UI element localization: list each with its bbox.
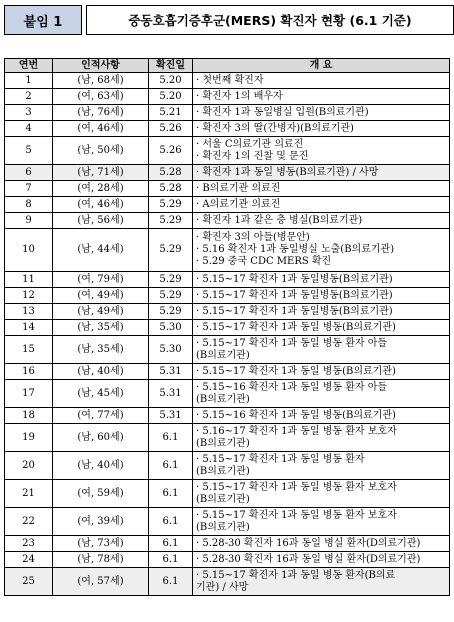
personal-info: (여, 63세): [53, 89, 149, 105]
case-number: 14: [5, 320, 53, 336]
summary-line: · 서울 C의료기관 의료진: [196, 138, 304, 150]
table-row: [5, 452, 450, 480]
case-number: 22: [5, 508, 53, 536]
table-row: [5, 408, 450, 424]
summary-line: · 확진자 3의 아들(병문안): [196, 232, 310, 243]
personal-info: (남, 49세): [53, 304, 149, 320]
table-body: [5, 73, 450, 596]
case-number: 24: [5, 552, 53, 568]
case-summary: [193, 105, 450, 121]
case-number: 10: [5, 229, 53, 272]
summary-line: · 5.15~17 확진자 1과 동일 병동 환자: [196, 453, 365, 465]
table-row: [5, 181, 450, 197]
table-row: [5, 508, 450, 536]
case-number: 15: [5, 336, 53, 364]
case-number: 17: [5, 380, 53, 408]
confirm-date: 5.20: [149, 73, 193, 89]
table-row: [5, 304, 450, 320]
summary-line: · 5.15~17 확진자 1과 동일병동(B의료기관): [196, 289, 393, 301]
summary-line: · 5.28-30 확진자 16과 동일 병실 환자(D의료기관): [196, 553, 421, 565]
summary-line: (B의료기관): [196, 493, 250, 505]
table-row: [5, 320, 450, 336]
personal-info: (남, 73세): [53, 536, 149, 552]
confirm-date: 5.30: [149, 320, 193, 336]
personal-info: (여, 39세): [53, 508, 149, 536]
summary-line: · 확진자 3의 딸(간병자)(B의료기관): [196, 122, 354, 134]
confirm-date: 5.26: [149, 121, 193, 137]
case-summary: [193, 73, 450, 89]
confirm-date: 6.1: [149, 508, 193, 536]
case-number: 13: [5, 304, 53, 320]
case-number: 2: [5, 89, 53, 105]
case-number: 1: [5, 73, 53, 89]
personal-info: (남, 68세): [53, 73, 149, 89]
confirm-date: 5.26: [149, 137, 193, 165]
confirm-date: 5.29: [149, 229, 193, 272]
case-number: 3: [5, 105, 53, 121]
table-row: [5, 568, 450, 596]
personal-info: (여, 79세): [53, 272, 149, 288]
table-row: [5, 137, 450, 165]
table-row: [5, 552, 450, 568]
personal-info: (여, 49세): [53, 288, 149, 304]
summary-line: · 5.15~17 확진자 1과 동일 병동 환자 아들: [196, 337, 388, 349]
summary-line: · 확진자 1의 진찰 및 문진: [196, 150, 309, 162]
summary-line: · 5.15~17 확진자 1과 동일 병동 환자 보호자: [196, 481, 397, 493]
confirm-date: 6.1: [149, 552, 193, 568]
case-summary: [193, 320, 450, 336]
table-row: [5, 73, 450, 89]
summary-line: · 5.15~16 확진자 1과 동일 병동 환자 아들: [196, 381, 388, 393]
confirm-date: 5.29: [149, 272, 193, 288]
table-row: [5, 364, 450, 380]
attachment-tag: 붙임 1: [4, 5, 82, 35]
confirm-date: 5.30: [149, 336, 193, 364]
table-row: [5, 536, 450, 552]
personal-info: (여, 59세): [53, 480, 149, 508]
case-number: 12: [5, 288, 53, 304]
summary-line: (B의료기관): [196, 393, 250, 405]
table-row: [5, 105, 450, 121]
table-row: [5, 165, 450, 181]
table-row: [5, 197, 450, 213]
case-number: 18: [5, 408, 53, 424]
case-summary: [193, 552, 450, 568]
confirm-date: 6.1: [149, 424, 193, 452]
case-summary: [193, 197, 450, 213]
personal-info: (남, 60세): [53, 424, 149, 452]
confirm-date: 6.1: [149, 536, 193, 552]
case-number: 19: [5, 424, 53, 452]
summary-line: · 5.15~17 확진자 1과 동일 병동(B의료기관): [196, 365, 396, 377]
case-number: 21: [5, 480, 53, 508]
summary-line: 기관) / 사망: [196, 581, 249, 593]
case-summary: [193, 213, 450, 229]
confirm-date: 5.29: [149, 213, 193, 229]
summary-line: · 5.15~17 확진자 1과 동일병동(B의료기관): [196, 273, 393, 285]
case-summary: [193, 508, 450, 536]
summary-line: · 5.15~17 확진자 1과 동일 병동(B의료기관): [196, 321, 396, 333]
table-row: [5, 424, 450, 452]
personal-info: (여, 57세): [53, 568, 149, 596]
personal-info: (남, 40세): [53, 364, 149, 380]
personal-info: (남, 40세): [53, 452, 149, 480]
table-row: [5, 380, 450, 408]
confirm-date: 5.21: [149, 105, 193, 121]
case-summary: [193, 137, 450, 165]
personal-info: (남, 45세): [53, 380, 149, 408]
summary-line: · 5.29 중국 CDC MERS 확진: [196, 256, 332, 267]
case-summary: [193, 288, 450, 304]
confirm-date: 6.1: [149, 568, 193, 596]
case-number: 11: [5, 272, 53, 288]
personal-info: (여, 77세): [53, 408, 149, 424]
case-summary: [193, 536, 450, 552]
case-number: 23: [5, 536, 53, 552]
case-number: 9: [5, 213, 53, 229]
case-number: 4: [5, 121, 53, 137]
case-number: 7: [5, 181, 53, 197]
summary-line: · 5.15~17 확진자 1과 동일병동(B의료기관): [196, 305, 393, 317]
summary-line: · 5.15~17 확진자 1과 동일 병동 환자(B의료: [196, 569, 396, 581]
case-summary: [193, 408, 450, 424]
table-row: [5, 121, 450, 137]
summary-line: · 확진자 1과 동일병실 입원(B의료기관): [196, 106, 369, 118]
column-header-summary: 개 요: [193, 59, 450, 73]
summary-line: (B의료기관): [196, 465, 250, 477]
column-header-personal-info: 인적사항: [53, 59, 149, 73]
summary-line: · 확진자 1과 동일 병동(B의료기관) / 사망: [196, 166, 379, 178]
table-row: [5, 480, 450, 508]
case-number: 6: [5, 165, 53, 181]
personal-info: (남, 35세): [53, 336, 149, 364]
table-row: [5, 272, 450, 288]
confirm-date: 5.28: [149, 165, 193, 181]
case-summary: [193, 304, 450, 320]
summary-line: (B의료기관): [196, 349, 250, 361]
table-row: [5, 229, 450, 272]
case-summary: [193, 229, 450, 272]
summary-line: · 5.16 확진자 1과 동일병실 노출(B의료기관): [196, 244, 395, 255]
case-summary: [193, 272, 450, 288]
table-row: [5, 213, 450, 229]
personal-info: (여, 46세): [53, 121, 149, 137]
table-row: [5, 288, 450, 304]
confirm-date: 6.1: [149, 480, 193, 508]
case-summary: [193, 364, 450, 380]
document-header: [4, 5, 454, 35]
confirm-date: 5.31: [149, 364, 193, 380]
case-summary: [193, 452, 450, 480]
case-summary: [193, 165, 450, 181]
personal-info: (남, 56세): [53, 213, 149, 229]
summary-line: · 5.15~16 확진자 1과 동일 병동(B의료기관): [196, 409, 396, 421]
case-number: 5: [5, 137, 53, 165]
case-summary: [193, 380, 450, 408]
personal-info: (남, 35세): [53, 320, 149, 336]
summary-line: · 확진자 1의 배우자: [196, 90, 283, 102]
confirm-date: 5.31: [149, 380, 193, 408]
summary-line: · A의료기관 의료진: [196, 198, 281, 210]
column-header-number: 연번: [5, 59, 53, 73]
confirm-date: 5.29: [149, 288, 193, 304]
summary-line: · 5.16~17 확진자 1과 동일 병동 환자 보호자: [196, 425, 397, 437]
table-row: [5, 336, 450, 364]
personal-info: (여, 28세): [53, 181, 149, 197]
case-summary: [193, 181, 450, 197]
case-number: 16: [5, 364, 53, 380]
personal-info: (남, 71세): [53, 165, 149, 181]
personal-info: (남, 44세): [53, 229, 149, 272]
personal-info: (남, 50세): [53, 137, 149, 165]
document-title: 중동호흡기증후군(MERS) 확진자 현황 (6.1 기준): [86, 5, 454, 35]
case-summary: [193, 424, 450, 452]
case-number: 25: [5, 568, 53, 596]
confirm-date: 6.1: [149, 452, 193, 480]
summary-line: (B의료기관): [196, 437, 250, 449]
confirm-date: 5.28: [149, 181, 193, 197]
mers-case-table: [4, 58, 450, 596]
personal-info: (남, 78세): [53, 552, 149, 568]
case-summary: [193, 568, 450, 596]
personal-info: (여, 46세): [53, 197, 149, 213]
summary-line: (B의료기관): [196, 521, 250, 533]
case-summary: [193, 336, 450, 364]
summary-line: · 5.15~17 확진자 1과 동일 병동 환자 보호자: [196, 509, 397, 521]
personal-info: (남, 76세): [53, 105, 149, 121]
case-summary: [193, 121, 450, 137]
confirm-date: 5.20: [149, 89, 193, 105]
table-row: [5, 89, 450, 105]
case-summary: [193, 480, 450, 508]
case-number: 20: [5, 452, 53, 480]
table-header-row: [5, 59, 450, 73]
summary-line: · B의료기관 의료진: [196, 182, 281, 194]
summary-line: · 확진자 1과 같은 층 병실(B의료기관): [196, 214, 363, 226]
case-number: 8: [5, 197, 53, 213]
column-header-confirm-date: 확진일: [149, 59, 193, 73]
summary-line: · 5.28-30 확진자 16과 동일 병실 환자(D의료기관): [196, 537, 421, 549]
summary-line: · 첫번째 확진자: [196, 74, 264, 86]
confirm-date: 5.29: [149, 304, 193, 320]
case-summary: [193, 89, 450, 105]
confirm-date: 5.29: [149, 197, 193, 213]
confirm-date: 5.31: [149, 408, 193, 424]
